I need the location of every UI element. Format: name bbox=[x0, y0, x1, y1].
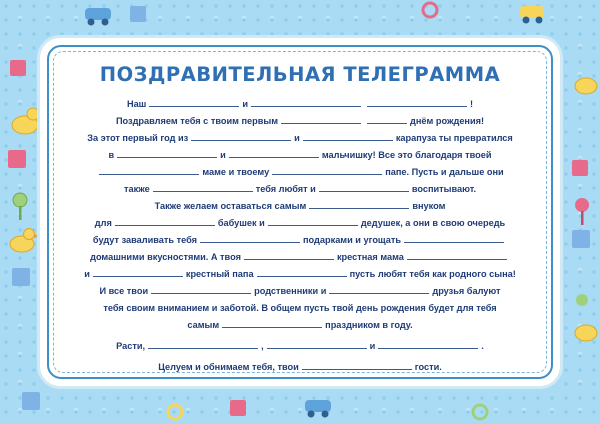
text-line: маме и твоему папе. Пусть и дальше они bbox=[60, 164, 540, 181]
fill-blank[interactable] bbox=[281, 115, 361, 124]
text-line: также тебя любят и воспитывают. bbox=[123, 184, 477, 194]
fill-blank[interactable] bbox=[229, 149, 319, 158]
text-line: Целуем и обнимаем тебя, твои гости. bbox=[158, 362, 442, 372]
text-line: Расти, , и . bbox=[116, 341, 484, 351]
fill-blank[interactable] bbox=[93, 268, 183, 277]
fill-blank[interactable] bbox=[367, 98, 467, 107]
text-line: в и мальчишку! Все это благодаря твоей bbox=[108, 150, 492, 160]
fill-blank[interactable] bbox=[272, 166, 382, 175]
text-line: За этот первый год из и карапуза ты превратился bbox=[87, 133, 513, 143]
fill-blank[interactable] bbox=[303, 132, 393, 141]
text-line: и крестный папа пусть любят тебя как родного сына! bbox=[84, 269, 516, 279]
fill-blank[interactable] bbox=[191, 132, 291, 141]
fill-blank[interactable] bbox=[222, 319, 322, 328]
fill-blank[interactable] bbox=[153, 183, 253, 192]
fill-blank[interactable] bbox=[115, 217, 215, 226]
page-title: ПОЗДРАВИТЕЛЬНАЯ ТЕЛЕГРАММА bbox=[99, 63, 501, 86]
text-line: Поздравляем тебя с твоим первым днём рождения! bbox=[115, 116, 485, 126]
fill-blank[interactable] bbox=[268, 217, 358, 226]
fill-blank[interactable] bbox=[257, 268, 347, 277]
fill-blank[interactable] bbox=[267, 340, 367, 349]
fill-blank[interactable] bbox=[148, 340, 258, 349]
text-line: домашними вкусностями. А твоя крестная мама bbox=[60, 249, 540, 266]
fill-blank[interactable] bbox=[151, 285, 251, 294]
text-line: для бабушек и дедушек, а они в свою очередь bbox=[94, 218, 506, 228]
fill-blank[interactable] bbox=[319, 183, 409, 192]
telegram-text bbox=[60, 96, 540, 376]
text-line: И все твои родственники и друзья балуют bbox=[99, 286, 501, 296]
fill-blank[interactable] bbox=[200, 234, 300, 243]
fill-blank[interactable] bbox=[404, 234, 504, 243]
text-line: Также желаем оставаться самым внуком bbox=[154, 201, 446, 211]
fill-blank[interactable] bbox=[329, 285, 429, 294]
fill-blank[interactable] bbox=[309, 200, 409, 209]
fill-blank[interactable] bbox=[378, 340, 478, 349]
text-line: будут заваливать тебя подарками и угощать bbox=[60, 232, 540, 249]
text-line: Наш и ! bbox=[126, 99, 474, 109]
text-line: самым праздником в году. bbox=[187, 320, 413, 330]
fill-blank[interactable] bbox=[367, 115, 407, 124]
fill-blank[interactable] bbox=[251, 98, 361, 107]
fill-blank[interactable] bbox=[302, 361, 412, 370]
fill-blank[interactable] bbox=[244, 251, 334, 260]
fill-blank[interactable] bbox=[149, 98, 239, 107]
fill-blank[interactable] bbox=[99, 166, 199, 175]
fill-blank[interactable] bbox=[407, 251, 507, 260]
telegram-body bbox=[60, 62, 540, 372]
fill-blank[interactable] bbox=[117, 149, 217, 158]
text-line: тебя своим вниманием и заботой. В общем пусть твой день рождения будет для тебя bbox=[103, 303, 497, 313]
